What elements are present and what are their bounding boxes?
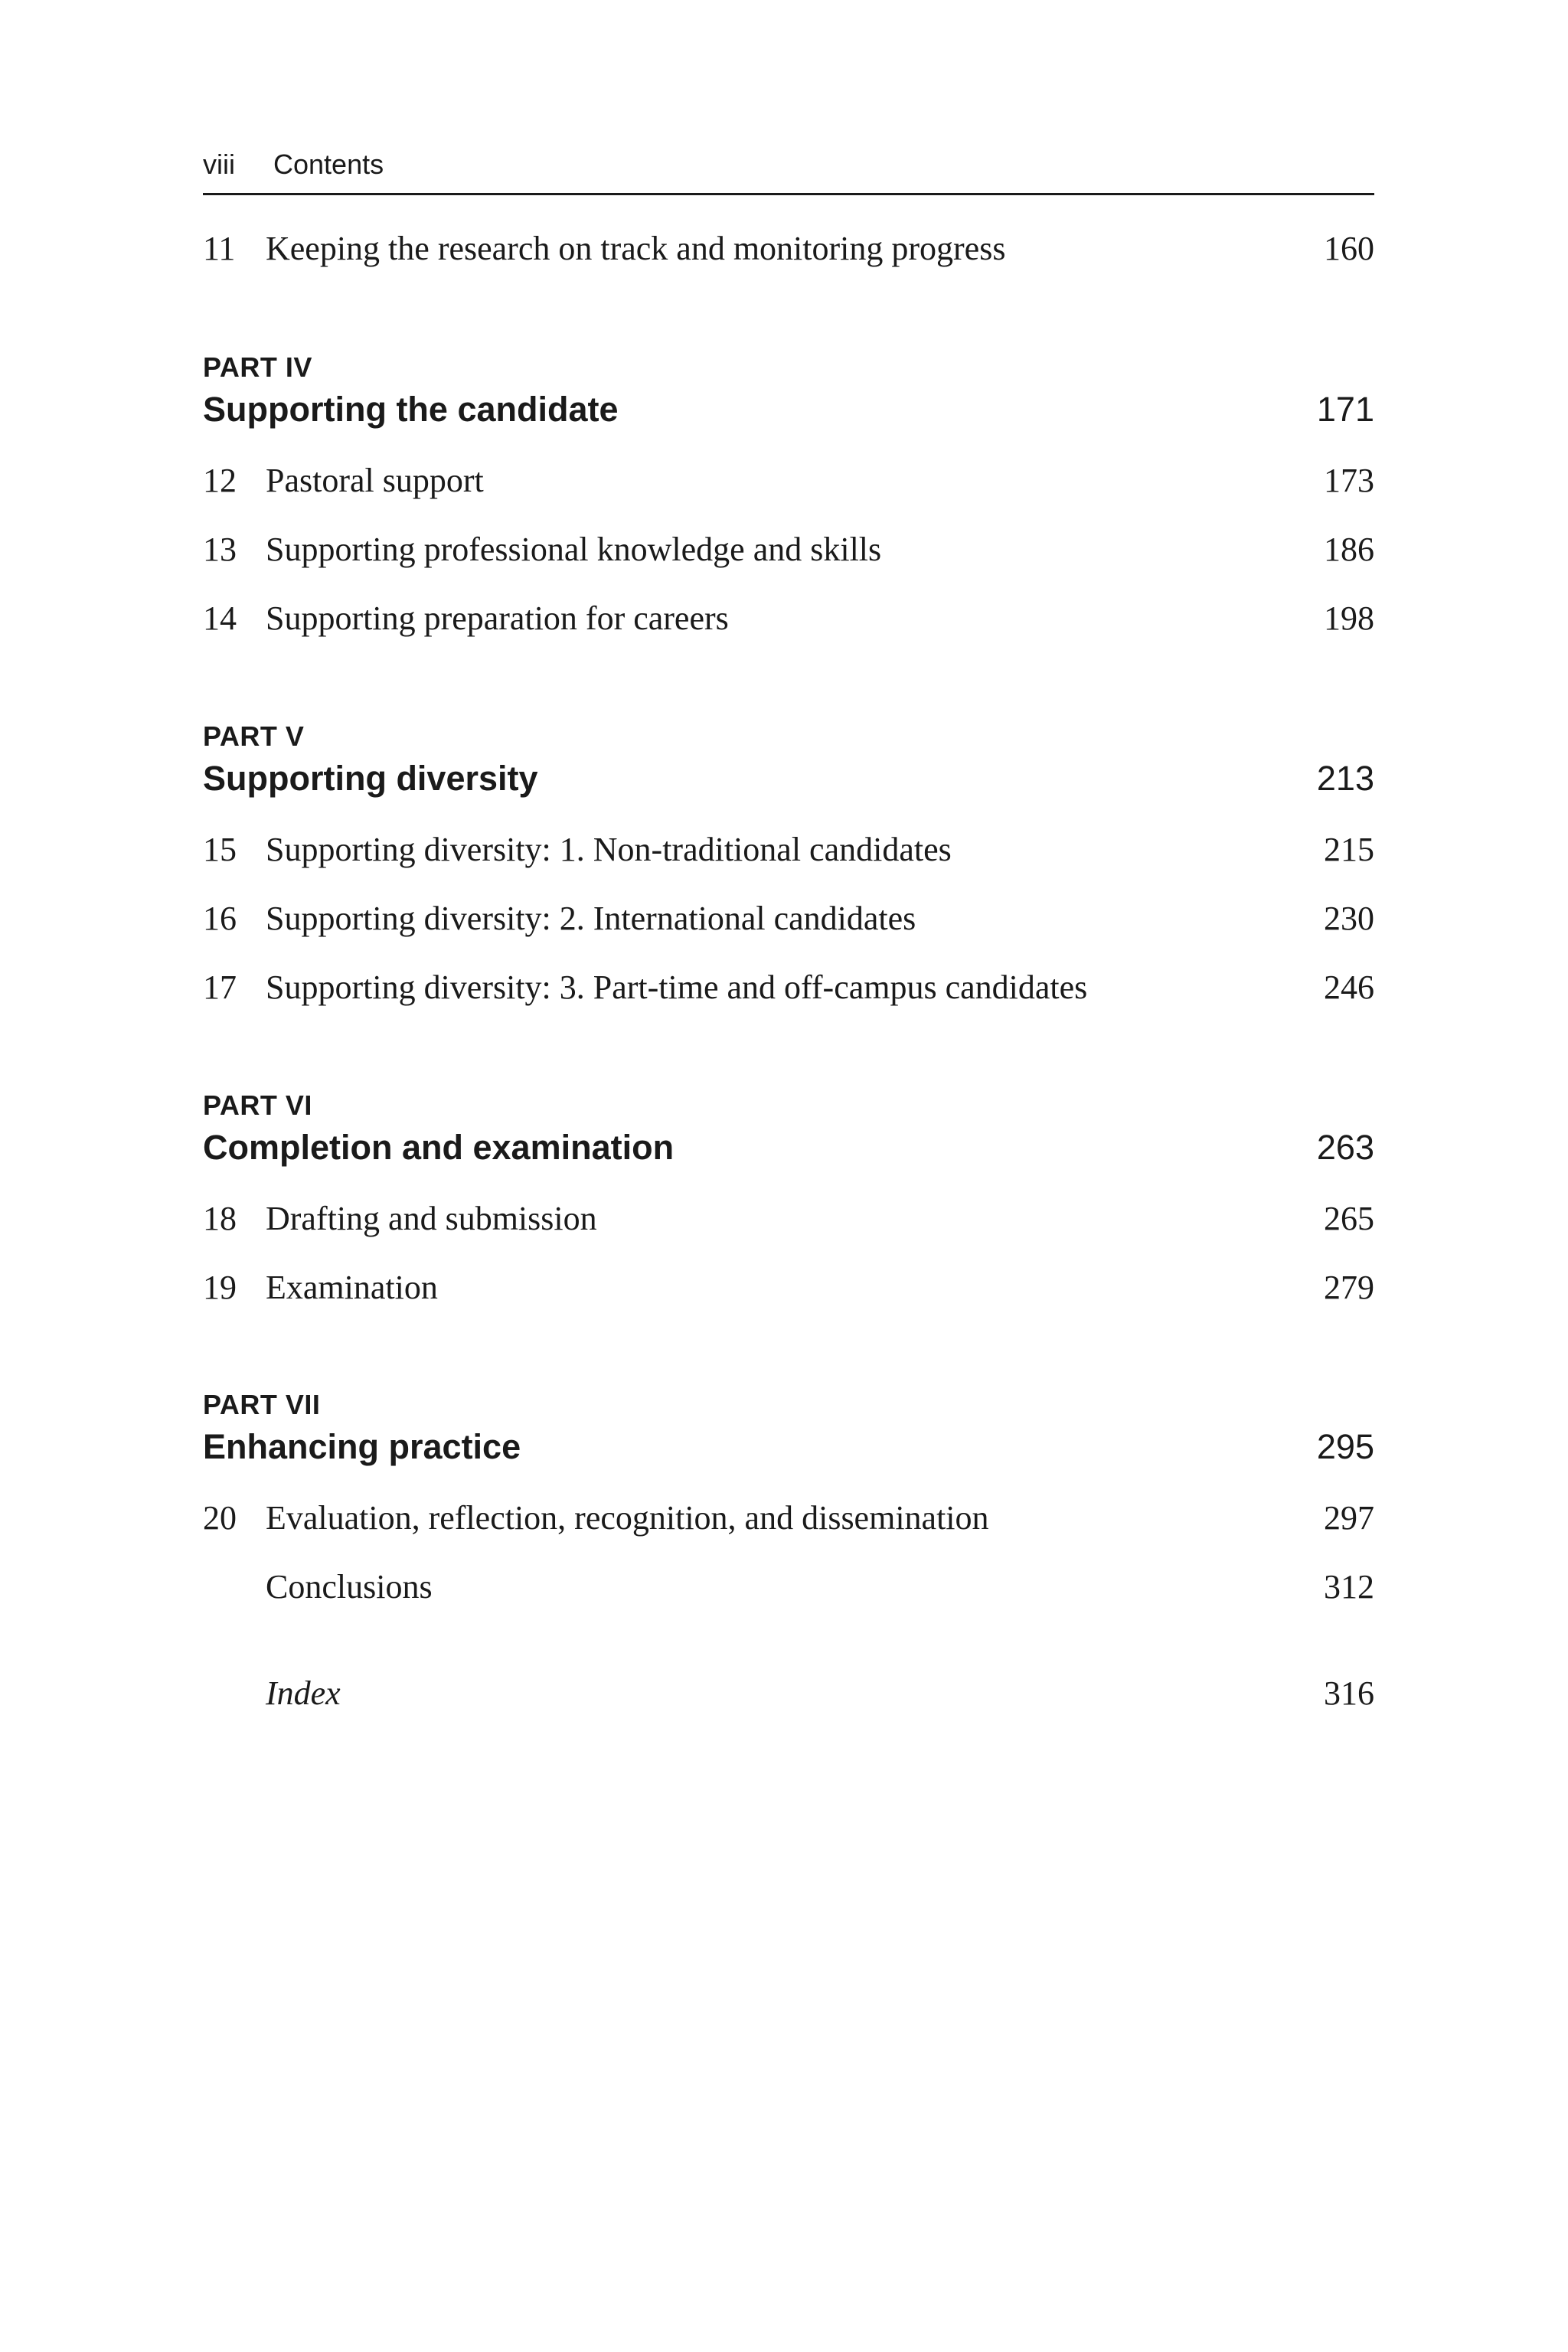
part-heading-v[interactable] xyxy=(203,753,1374,804)
chapter-number: 19 xyxy=(203,1269,237,1306)
running-head xyxy=(203,145,1374,195)
chapter-title[interactable]: Supporting preparation for careers xyxy=(266,599,729,637)
chapter-title[interactable]: Drafting and submission xyxy=(266,1200,597,1237)
toc-entry-chapter-12[interactable] xyxy=(203,454,1374,508)
chapter-title[interactable]: Supporting professional knowledge and skills xyxy=(266,531,882,568)
toc-entry-chapter-11[interactable] xyxy=(203,222,1374,276)
running-head-title: Contents xyxy=(273,149,384,180)
chapter-title[interactable]: Conclusions xyxy=(266,1568,433,1606)
toc-entry-chapter-18[interactable] xyxy=(203,1192,1374,1246)
chapter-number: 16 xyxy=(203,900,237,937)
toc-entry-chapter-14[interactable] xyxy=(203,592,1374,645)
chapter-title[interactable]: Examination xyxy=(266,1269,438,1306)
chapter-number: 13 xyxy=(203,531,237,568)
part-label-vi: PART VI xyxy=(203,1089,312,1121)
page-number: 297 xyxy=(1324,1499,1374,1537)
page-folio: viii xyxy=(203,149,235,180)
toc-entry-index[interactable] xyxy=(203,1667,1374,1720)
toc-entry-chapter-13[interactable] xyxy=(203,523,1374,577)
chapter-number: 20 xyxy=(203,1499,237,1537)
chapter-title[interactable]: Keeping the research on track and monitoring progress xyxy=(266,230,1006,267)
toc-page xyxy=(203,0,1374,2352)
page-number: 215 xyxy=(1324,831,1374,868)
part-label-v: PART V xyxy=(203,720,305,752)
page-number: 186 xyxy=(1324,531,1374,568)
chapter-title[interactable]: Supporting diversity: 3. Part-time and off-campus candidates xyxy=(266,969,1088,1006)
chapter-number: 14 xyxy=(203,599,237,637)
part-title[interactable]: Supporting diversity xyxy=(203,759,538,798)
page-number: 312 xyxy=(1324,1568,1374,1606)
toc-entry-chapter-17[interactable] xyxy=(203,961,1374,1014)
toc-entry-chapter-20[interactable] xyxy=(203,1491,1374,1545)
part-label-vii: PART VII xyxy=(203,1389,321,1420)
part-title[interactable]: Completion and examination xyxy=(203,1128,675,1167)
part-title[interactable]: Supporting the candidate xyxy=(203,390,619,429)
toc-entry-chapter-15[interactable] xyxy=(203,823,1374,877)
part-heading-vi[interactable] xyxy=(203,1122,1374,1173)
part-page-number: 295 xyxy=(1316,1427,1374,1466)
page-number: 316 xyxy=(1324,1674,1374,1712)
index-title[interactable]: Index xyxy=(266,1674,341,1712)
chapter-number: 17 xyxy=(203,969,237,1006)
chapter-number: 12 xyxy=(203,462,237,499)
part-page-number: 213 xyxy=(1316,759,1374,798)
toc-entry-conclusions[interactable] xyxy=(203,1560,1374,1614)
page-number: 198 xyxy=(1324,599,1374,637)
chapter-title[interactable]: Supporting diversity: 2. International candidates xyxy=(266,900,916,937)
page-number: 160 xyxy=(1324,230,1374,267)
chapter-title[interactable]: Supporting diversity: 1. Non-traditional candidates xyxy=(266,831,952,868)
page-number: 230 xyxy=(1324,900,1374,937)
page-number: 246 xyxy=(1324,969,1374,1006)
chapter-number: 18 xyxy=(203,1200,237,1237)
chapter-number: 15 xyxy=(203,831,237,868)
part-page-number: 263 xyxy=(1316,1128,1374,1167)
page-number: 279 xyxy=(1324,1269,1374,1306)
chapter-title[interactable]: Pastoral support xyxy=(266,462,484,499)
part-heading-iv[interactable] xyxy=(203,384,1374,435)
part-page-number: 171 xyxy=(1316,390,1374,429)
toc-entry-chapter-16[interactable] xyxy=(203,892,1374,946)
part-title[interactable]: Enhancing practice xyxy=(203,1427,521,1466)
chapter-title[interactable]: Evaluation, reflection, recognition, and dissemination xyxy=(266,1499,989,1537)
page-number: 265 xyxy=(1324,1200,1374,1237)
page-number: 173 xyxy=(1324,462,1374,499)
toc-entry-chapter-19[interactable] xyxy=(203,1261,1374,1315)
part-heading-vii[interactable] xyxy=(203,1422,1374,1472)
part-label-iv: PART IV xyxy=(203,351,312,383)
chapter-number: 11 xyxy=(203,230,236,267)
